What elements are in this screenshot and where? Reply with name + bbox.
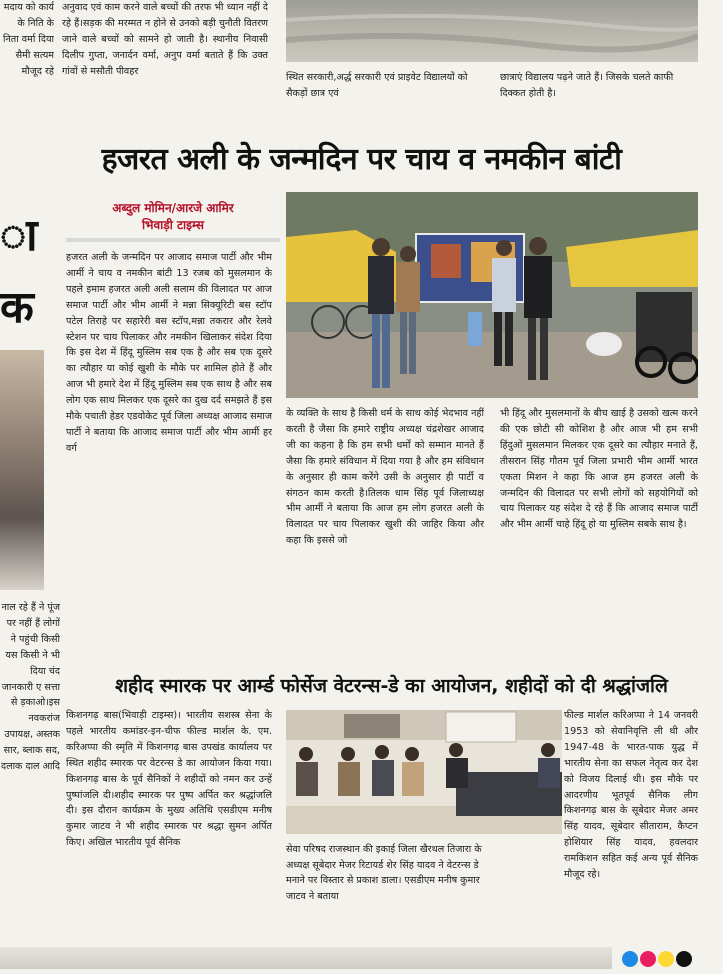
left-headline-fragment-2: क bbox=[0, 282, 34, 333]
left-headline-fragment-1: ा bbox=[0, 210, 38, 261]
top-photo-caption-left: स्थित सरकारी,अर्द्ध सरकारी एवं प्राइवेट विद्यालयों को सैकड़ों छात्र एवं bbox=[286, 72, 468, 99]
top-photo-caption-right: छात्राएं विद्यालय पढ़ने जाते हैं। जिसके चलते काफी दिक्कत होती है। bbox=[500, 72, 674, 99]
byline-divider bbox=[66, 238, 280, 242]
bottom-rule bbox=[0, 947, 612, 969]
registration-dot-yellow bbox=[658, 951, 674, 967]
top-left-edge-text: मदाय को कार्य के निति के निता वर्मा दिया सैमी सत्यम मौजूद रहे bbox=[2, 2, 54, 77]
article1-column-3: भी हिंदू और मुसलमानों के बीच खाई है उसको खत्म करने की एक छोटी सी कोशिश है और आज भी हम सभी हिंदुओं मुसलमान मिलकर एक दूसरे का त्यौहार मनाते हैं, तीसरान सिंह गौतम पूर्व जिला प्रभारी भीम आर्मी भारत एकता मिशन ने कहा कि आज हम हजरत अली के जन्मदिन की विलादत पर सभी लोगों को सहयोगियों को चाय पिलाकर यह संदेश दे रहे हैं कि आजाद समाज पार्टी और भीम आर्मी चाहे हिंदू हो या मुस्लिम सबके साथ है। bbox=[500, 408, 698, 531]
article2-caption-column: सेवा परिषद राजस्थान की इकाई जिला खैरथल तिजारा के अध्यक्ष सूबेदार मेजर रिटायर्ड शेर सिंह यादव ने वेटरन्स डे मनाने पर विस्तार से प्रकाश डाला। एसडीएम मनीष कुमार जाटव ने बताया bbox=[286, 844, 482, 902]
meeting-photo-scene bbox=[286, 710, 562, 834]
byline-publication: भिवाड़ी टाइम्स bbox=[141, 218, 205, 232]
article1-column-2: के व्यक्ति के साथ है किसी धर्म के साथ कोई भेदभाव नहीं करती है जैसा कि हमारे राष्ट्रीय अध्यक्ष चंद्रशेखर आजाद जी का कहना है कि हम सभी धर्मों को सम्मान मानते हैं जैसा कि हमारे संविधान में दिया गया है और हम संविधान के अनुसार ही काम करेंगे उसी के अनुसार ही पार्टी व संगठन काम करती है।तिलक धाम सिंह पूर्व जिलाध्यक्ष भीम आर्मी ने बताया कि आज हम लोग हजरत अली के विलादत पर चाय पिलाकर खुशी की जाहिर किया और कहा कि इससे जो bbox=[286, 408, 484, 547]
article2-column-3: फील्ड मार्शल करिअप्पा ने 14 जनवरी 1953 को सेवानिवृत्ति ली थी और 1947-48 के भारत-पाक युद्ध में भारतीय सेना का सफल नेतृत्व कर देश को विजय दिलाई थी। इस मौके पर आदरणीय भूतपूर्व सैनिक लीग किशनगढ़ बास के सूबेदार मेजर अमर सिंह यादव, सूबेदार सीताराम, कैप्टन होशियार सिंह यादव, हवलदार रामकिशन सहित कई अन्य पूर्व सैनिक मौजूद रहे। bbox=[564, 710, 698, 881]
left-edge-photo bbox=[0, 350, 44, 590]
registration-dot-black bbox=[676, 951, 692, 967]
byline bbox=[66, 200, 280, 234]
veterans-meeting-photo bbox=[286, 710, 562, 834]
top-road-photo bbox=[286, 0, 698, 62]
top-left-column: अनुवाद एवं काम करने वाले बच्चों की तरफ भी ध्यान नहीं दे रहे हैं।सड़क की मरम्मत न होने से उनको बड़ी चुनौती वितरण जाने वाले बच्चों को सामने हो जाती है। स्थानीय निवासी दिलीप गुप्ता, जनार्दन वर्मा, अनुप वर्मा बताते हैं कि उक्त गांवों से मसौती पीवहर bbox=[62, 2, 268, 77]
headline-second: शहीद स्मारक पर आर्म्ड फोर्सेज वेटरन्स-डे का आयोजन, शहीदों को दी श्रद्धांजलि bbox=[115, 675, 668, 697]
registration-dot-cyan bbox=[622, 951, 638, 967]
event-photo bbox=[286, 192, 698, 398]
registration-dot-magenta bbox=[640, 951, 656, 967]
road-texture bbox=[286, 0, 698, 62]
article1-column-1: हजरत अली के जन्मदिन पर आजाद समाज पार्टी और भीम आर्मी ने चाय व नमकीन बांटी 13 रजब को मुसलमान के पहले इमाम हजरत अली अली सलाम की विलादत पर आज समाज पार्टी और भीम आर्मी ने मन्ना सिक्यूरिटी बस स्टॉप पटेल तिराहे पर सहारेरी बस स्टॉप,मन्ना तकरार और रेलवे स्टेशन पर चाय पिलाकर और नमकीन खिलाकर संदेश दिया कि इस देश में हिंदू मुस्लिम सब एक है और सब एक दूसरे का त्यौहार या कोई खुशी के मौके पर शामिल होते हैं और आज भी हमारे देश में हिंदू मुस्लिम सब एक साथ है और सब लोग एक साथ मिलकर एक दूसरे का दुख दर्द समझते हैं इस मौके पचाती हेडर एडवोकेट पूर्व जिला अध्यक्ष आजाद समाज पार्टी ने बताया कि आजाद समाज पार्टी और भीम आर्मी हर वर्ग bbox=[66, 252, 272, 454]
byline-author: अब्दुल मोमिन/आरजे आमिर bbox=[112, 201, 234, 215]
headline-main: हजरत अली के जन्मदिन पर चाय व नमकीन बांटी bbox=[101, 141, 622, 177]
left-edge-column: नाल रहे हैं ने पूंज पर नहीं हैं लोगों ने पहुंची किसी यस किसी ने भी दिया चंद जानकारी ए सत्ता से ड़काओ।इस नवकरांज उपायक्ष, अस्तक सार, ब्लाक सद, दलाक दाल आदि bbox=[0, 602, 60, 773]
event-photo-scene bbox=[286, 192, 698, 398]
article2-column-1: किशनगढ़ बास(भिवाड़ी टाइम्स)। भारतीय सशस्त्र सेना के पहले भारतीय कमांडर-इन-चीफ फील्ड मार्शल के. एम. करिअप्पा की स्मृति में किशनगढ़ बास उपखंड कार्यालय पर स्थित शहीद स्मारक पर वेटरन्स डे का आयोजन किया गया। किशनगढ़ बास के पूर्व सैनिकों ने शहीदों को नमन कर उन्हें पुष्पांजलि दी।शहीद स्मारक पर पुष्प अर्पित कर श्रद्धांजलि दी। इस दौरान कार्यक्रम के मुख्य अतिथि एसडीएम मनीष कुमार जाटव ने भी शहीद स्मारक पर श्रद्धा सुमन अर्पित किए। अखिल भारतीय पूर्व सैनिक bbox=[66, 710, 272, 849]
